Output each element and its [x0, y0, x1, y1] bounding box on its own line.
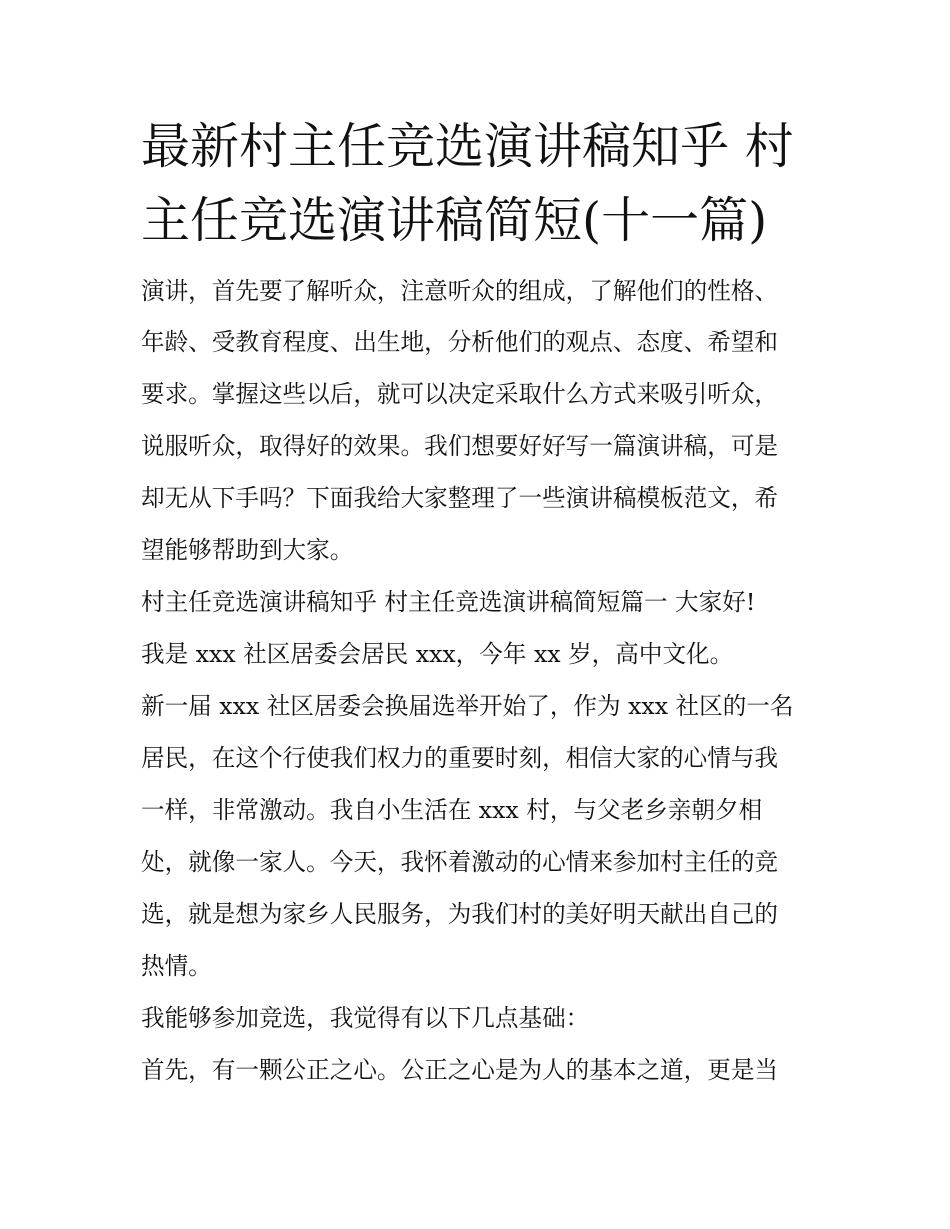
- title-line: 主任竞选演讲稿简短(十一篇): [141, 192, 768, 249]
- text-line: 我能够参加竞选，我觉得有以下几点基础：: [141, 1004, 590, 1032]
- text-line: 居民，在这个行使我们权力的重要时刻，相信大家的心情与我: [141, 744, 779, 772]
- section-heading-paragraph: [141, 576, 813, 628]
- intro-paragraph: [141, 266, 813, 576]
- text-line: 村主任竞选演讲稿知乎 村主任竞选演讲稿简短篇一 大家好!: [141, 588, 756, 616]
- document-page: [141, 110, 813, 1096]
- basis-intro-paragraph: [141, 992, 813, 1044]
- text-line: 望能够帮助到大家。: [141, 536, 354, 564]
- text-line: 处，就像一家人。今天，我怀着激动的心情来参加村主任的竞: [141, 848, 779, 876]
- text-line: 选，就是想为家乡人民服务，为我们村的美好明天献出自己的: [141, 900, 779, 928]
- election-paragraph: [141, 680, 813, 992]
- text-line: 却无从下手吗？下面我给大家整理了一些演讲稿模板范文，希: [141, 484, 779, 512]
- text-line: 首先，有一颗公正之心。公正之心是为人的基本之道，更是当: [141, 1056, 779, 1084]
- first-point-paragraph: [141, 1044, 813, 1096]
- document-title: [141, 110, 813, 258]
- self-introduction-paragraph: [141, 628, 813, 680]
- text-line: 我是 xxx 社区居委会居民 xxx，今年 xx 岁，高中文化。: [141, 640, 734, 668]
- text-line: 说服听众，取得好的效果。我们想要好好写一篇演讲稿，可是: [141, 432, 779, 460]
- text-line: 演讲，首先要了解听众，注意听众的组成，了解他们的性格、: [141, 277, 779, 305]
- text-line: 一样，非常激动。我自小生活在 xxx 村，与父老乡亲朝夕相: [141, 796, 763, 824]
- text-line: 要求。掌握这些以后，就可以决定采取什么方式来吸引听众，: [141, 380, 779, 408]
- text-line: 新一届 xxx 社区居委会换届选举开始了，作为 xxx 社区的一名: [141, 692, 794, 720]
- text-line: 年龄、受教育程度、出生地，分析他们的观点、态度、希望和: [141, 328, 779, 356]
- text-line: 热情。: [141, 952, 212, 980]
- title-line: 最新村主任竞选演讲稿知乎 村: [141, 118, 794, 175]
